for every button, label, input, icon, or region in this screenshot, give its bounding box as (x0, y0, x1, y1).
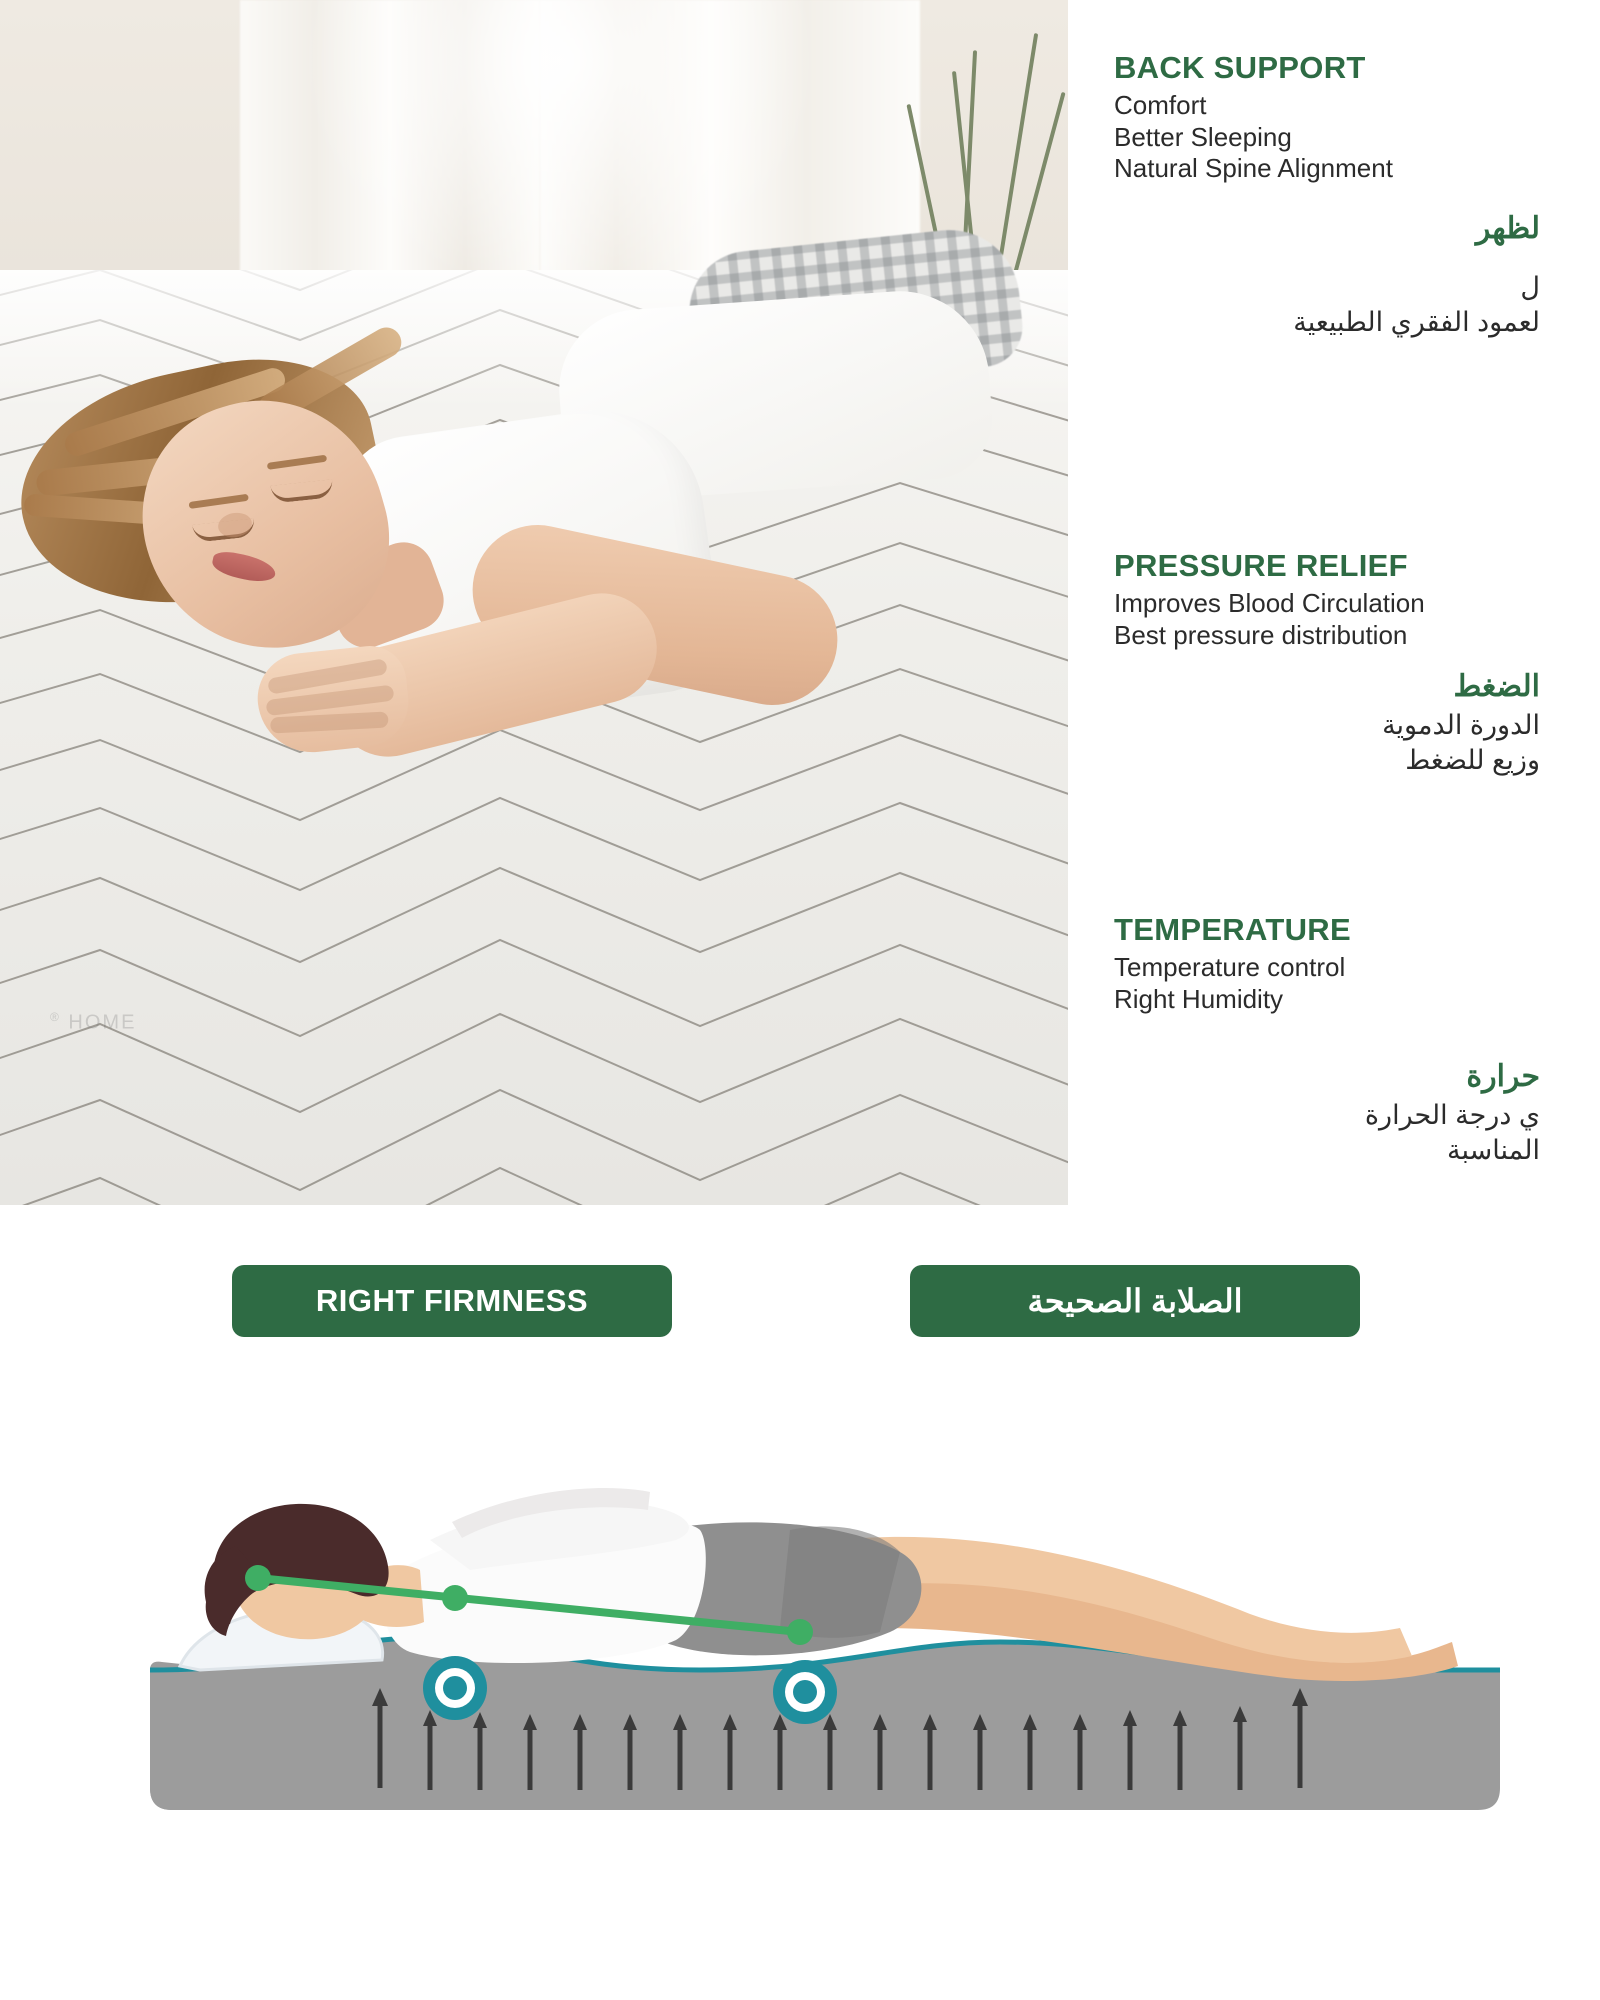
firmness-section (0, 1240, 1600, 2000)
feature-line-en: Comfort (1114, 90, 1207, 120)
watermark-text: HOME (68, 1011, 137, 1034)
feature-line-en: Natural Spine Alignment (1114, 153, 1393, 184)
feature-line-ar: المناسبة (1447, 1134, 1540, 1165)
feature-temperature (1068, 912, 1600, 1168)
feature-line-ar: ل (1520, 272, 1540, 303)
feature-title-ar: لظهر (1475, 212, 1540, 246)
feature-back-support (1068, 50, 1600, 339)
badge-right-firmness-en: RIGHT FIRMNESS (232, 1265, 672, 1337)
watermark-registered: ® (50, 1010, 61, 1024)
feature-line-ar: لعمود الفقري الطبيعية (1293, 306, 1540, 337)
feature-line-ar: ي درجة الحرارة (1364, 1100, 1540, 1131)
feature-line-en: Right Humidity (1114, 983, 1284, 1014)
feature-title-en: PRESSURE RELIEF (1114, 548, 1408, 583)
feature-title-en: TEMPERATURE (1114, 912, 1351, 947)
feature-line-en: Better Sleeping (1114, 121, 1292, 152)
feature-line-ar: وزيع للضغط (1405, 744, 1540, 775)
lifestyle-photo (0, 0, 1068, 1205)
sleeping-woman (0, 250, 900, 870)
badge-right-firmness-ar: الصلابة الصحيحة (910, 1265, 1360, 1337)
feature-pressure-relief (1068, 548, 1600, 778)
watermark (50, 1010, 136, 1035)
feature-line-ar: الدورة الدموية (1382, 710, 1540, 741)
feature-line-en: Improves Blood Circulation (1114, 588, 1425, 618)
feature-line-en: Best pressure distribution (1114, 619, 1408, 650)
feature-line-en: Temperature control (1114, 952, 1346, 982)
feature-list (1068, 0, 1600, 1222)
spine-alignment-diagram (0, 1370, 1600, 1990)
feature-title-en: BACK SUPPORT (1114, 50, 1366, 85)
feature-title-ar: حرارة (1466, 1060, 1540, 1094)
feature-title-ar: الضغط (1453, 670, 1540, 704)
